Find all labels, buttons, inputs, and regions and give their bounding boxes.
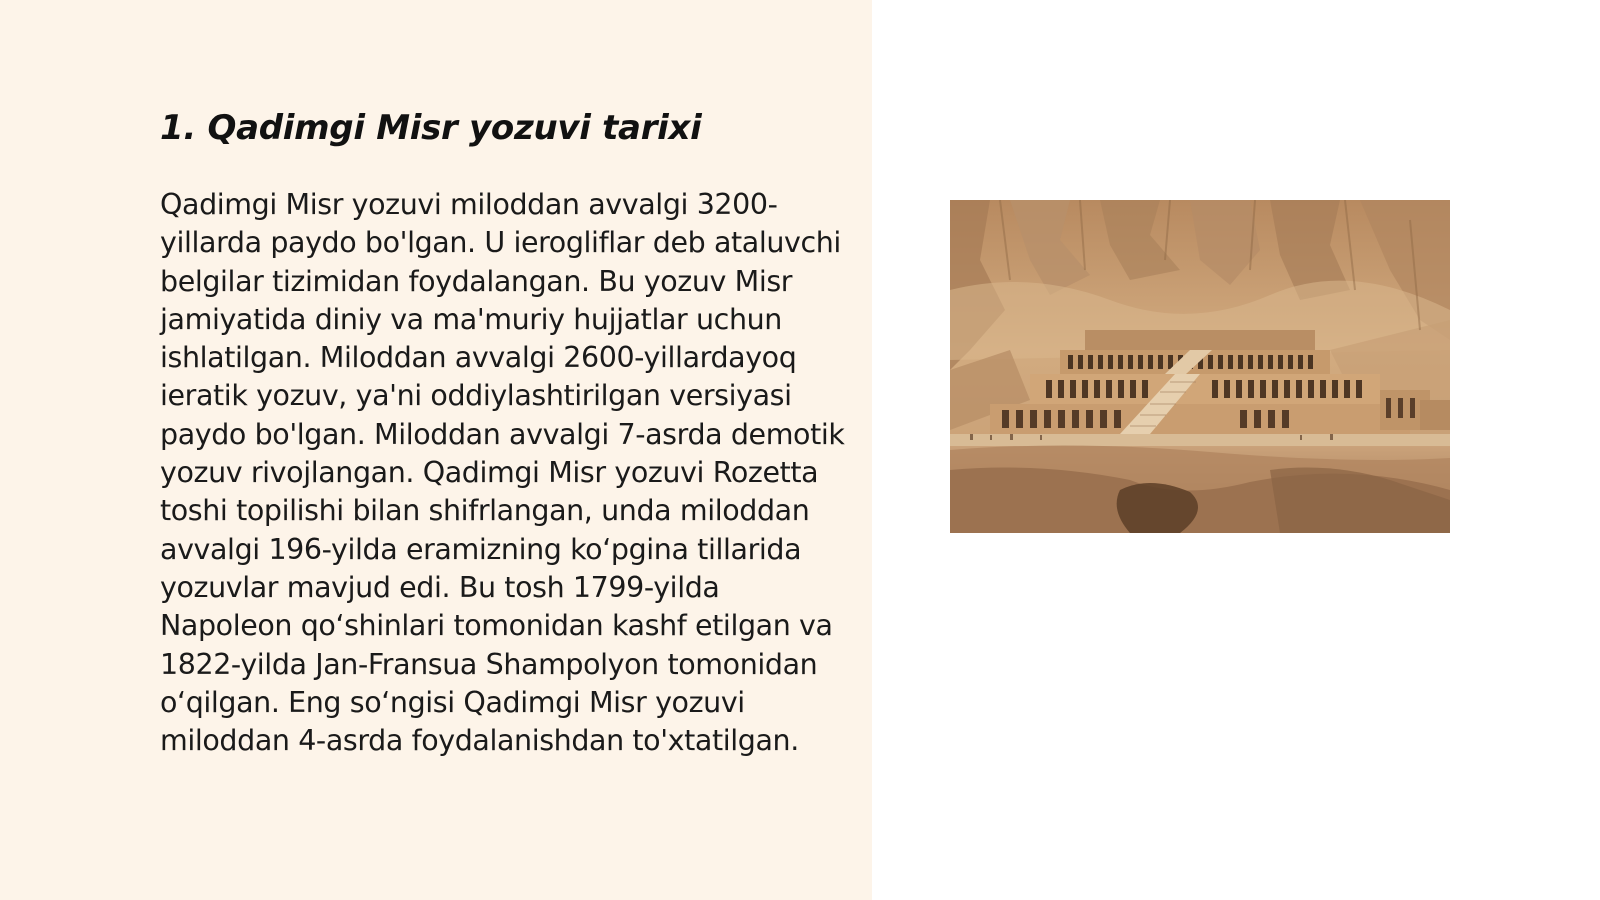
temple-photo-icon [950, 200, 1450, 533]
temple-photo [950, 200, 1450, 533]
slide-body-text: Qadimgi Misr yozuvi miloddan avvalgi 3200-yillarda paydo bo'lgan. U ierogliflar deb ataluvchi belgilar tizimidan foydalangan. Bu yozuv Misr jamiyatida diniy va ma'muriy hujjatlar uchun ishlatilgan. Miloddan avvalgi 2600-yillardayoq ieratik yozuv, ya'ni oddiylashtirilgan versiyasi paydo bo'lgan. Miloddan avvalgi 7-asrda demotik yozuv rivojlangan. Qadimgi Misr yozuvi Rozetta toshi topilishi bilan shifrlangan, unda miloddan avvalgi 196-yilda eramizning ko‘pgina tillarida yozuvlar mavjud edi. Bu tosh 1799-yilda Napoleon qo‘shinlari tomonidan kashf etilgan va 1822-yilda Jan-Fransua Shampolyon tomonidan o‘qilgan. Eng so‘ngisi Qadimgi Misr yozuvi miloddan 4-asrda foydalanishdan to'xtatilgan. [160, 188, 845, 758]
slide-title: 1. Qadimgi Misr yozuvi tarixi [160, 108, 702, 148]
